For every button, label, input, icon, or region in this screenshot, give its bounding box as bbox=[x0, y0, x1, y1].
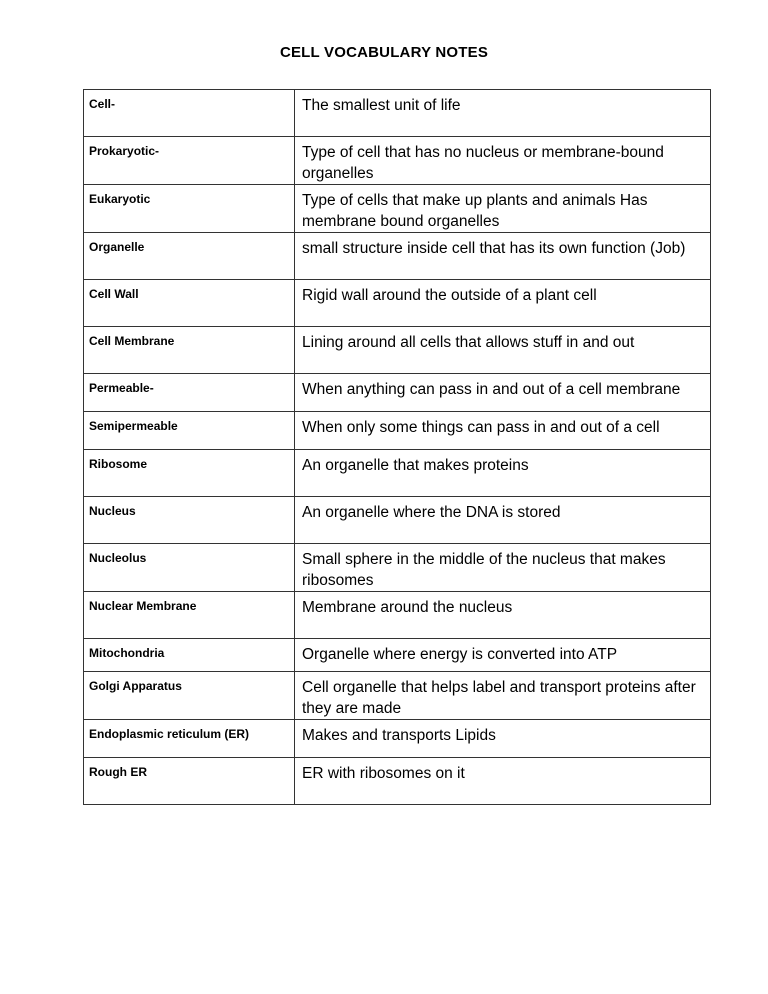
term-cell: Golgi Apparatus bbox=[84, 672, 295, 720]
definition-cell: Rigid wall around the outside of a plant cell bbox=[295, 280, 711, 327]
definition-cell: small structure inside cell that has its own function (Job) bbox=[295, 233, 711, 280]
term-cell: Permeable- bbox=[84, 374, 295, 412]
definition-cell: Small sphere in the middle of the nucleus that makes ribosomes bbox=[295, 544, 711, 592]
term-cell: Endoplasmic reticulum (ER) bbox=[84, 720, 295, 758]
table-row bbox=[84, 720, 711, 758]
definition-cell: An organelle where the DNA is stored bbox=[295, 497, 711, 544]
term-cell: Prokaryotic- bbox=[84, 137, 295, 185]
definition-cell: When anything can pass in and out of a cell membrane bbox=[295, 374, 711, 412]
term-cell: Semipermeable bbox=[84, 412, 295, 450]
term-cell: Cell- bbox=[84, 90, 295, 137]
definition-cell: Membrane around the nucleus bbox=[295, 592, 711, 639]
definition-cell: Type of cells that make up plants and animals Has membrane bound organelles bbox=[295, 185, 711, 233]
table-row bbox=[84, 137, 711, 185]
page-title: CELL VOCABULARY NOTES bbox=[279, 44, 489, 61]
table-row bbox=[84, 758, 711, 805]
table-row bbox=[84, 497, 711, 544]
definition-cell: ER with ribosomes on it bbox=[295, 758, 711, 805]
definition-cell: The smallest unit of life bbox=[295, 90, 711, 137]
term-cell: Eukaryotic bbox=[84, 185, 295, 233]
table-row bbox=[84, 592, 711, 639]
term-cell: Rough ER bbox=[84, 758, 295, 805]
definition-cell: Cell organelle that helps label and transport proteins after they are made bbox=[295, 672, 711, 720]
definition-cell: Type of cell that has no nucleus or membrane-bound organelles bbox=[295, 137, 711, 185]
term-cell: Nuclear Membrane bbox=[84, 592, 295, 639]
term-cell: Mitochondria bbox=[84, 639, 295, 672]
table-row bbox=[84, 327, 711, 374]
table-row bbox=[84, 544, 711, 592]
term-cell: Organelle bbox=[84, 233, 295, 280]
term-cell: Nucleus bbox=[84, 497, 295, 544]
table-row bbox=[84, 90, 711, 137]
term-cell: Nucleolus bbox=[84, 544, 295, 592]
term-cell: Ribosome bbox=[84, 450, 295, 497]
table-row bbox=[84, 412, 711, 450]
definition-cell: An organelle that makes proteins bbox=[295, 450, 711, 497]
table-row bbox=[84, 233, 711, 280]
table-row bbox=[84, 450, 711, 497]
definition-cell: Organelle where energy is converted into ATP bbox=[295, 639, 711, 672]
term-cell: Cell Membrane bbox=[84, 327, 295, 374]
table-row bbox=[84, 185, 711, 233]
table-row bbox=[84, 280, 711, 327]
definition-cell: Makes and transports Lipids bbox=[295, 720, 711, 758]
table-row bbox=[84, 672, 711, 720]
vocabulary-table bbox=[83, 89, 711, 805]
table-row bbox=[84, 374, 711, 412]
table-row bbox=[84, 639, 711, 672]
term-cell: Cell Wall bbox=[84, 280, 295, 327]
definition-cell: When only some things can pass in and out of a cell bbox=[295, 412, 711, 450]
definition-cell: Lining around all cells that allows stuff in and out bbox=[295, 327, 711, 374]
